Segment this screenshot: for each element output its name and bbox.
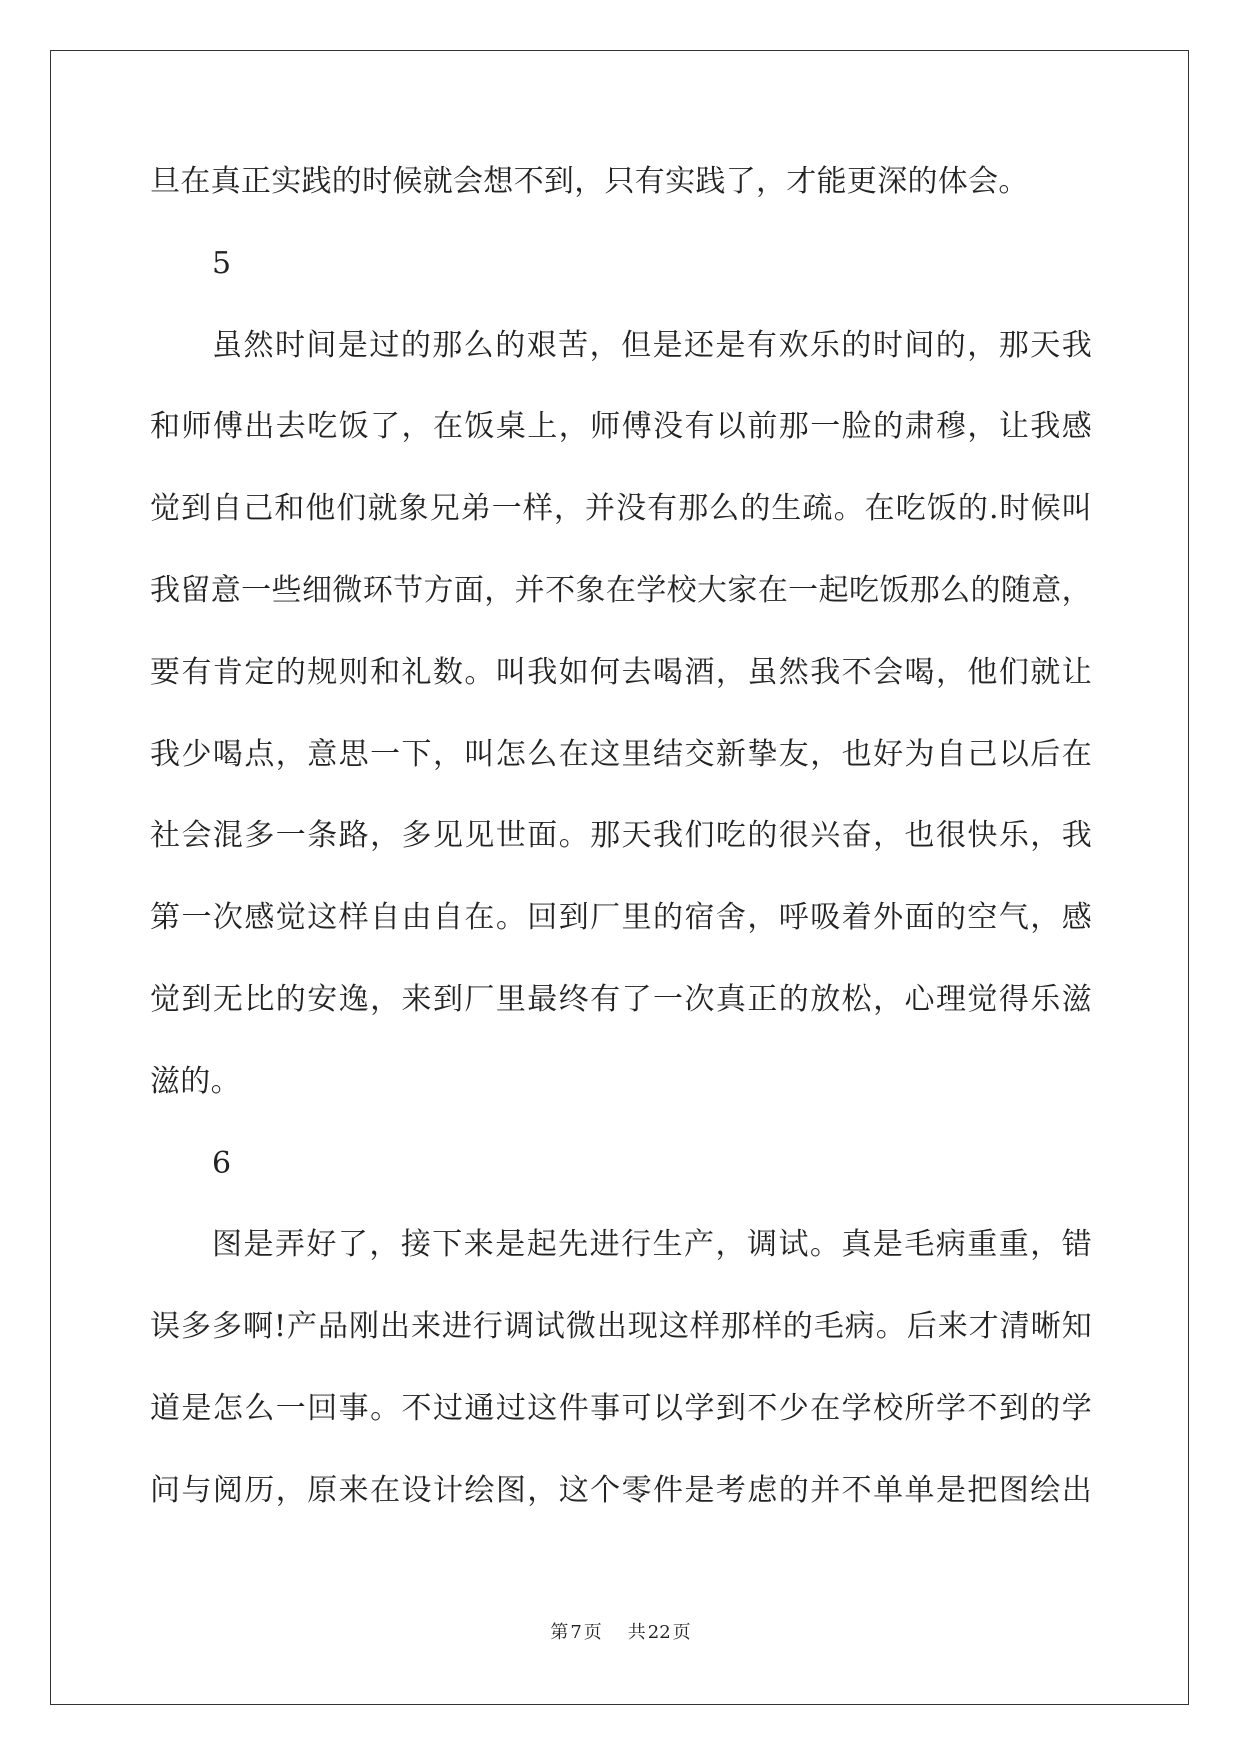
page-footer xyxy=(0,1622,1241,1644)
text-line: 图是弄好了，接下来是起先进行生产，调试。真是毛病重重，错 xyxy=(212,1227,1092,1263)
text-line: 我少喝点，意思一下，叫怎么在这里结交新挚友，也好为自己以后在 xyxy=(150,736,1092,772)
text-line: 要有肯定的规则和礼数。叫我如何去喝酒，虽然我不会喝，他们就让 xyxy=(150,654,1092,690)
page-unit: 页 xyxy=(583,1622,602,1643)
section-number: 5 xyxy=(212,245,232,281)
document-body xyxy=(150,163,1092,1554)
text-line: 滋的。 xyxy=(150,1063,241,1099)
total-prefix: 共 xyxy=(627,1622,646,1643)
text-line: 和师傅出去吃饭了，在饭桌上，师傅没有以前那一脸的肃穆，让我感 xyxy=(150,409,1092,445)
page-prefix: 第 xyxy=(550,1622,569,1643)
text-line: 觉到自己和他们就象兄弟一样，并没有那么的生疏。在吃饭的.时候叫 xyxy=(150,491,1092,527)
page-total: 22 xyxy=(647,1622,671,1643)
text-line: 社会混多一条路，多见见世面。那天我们吃的很兴奋，也很快乐，我 xyxy=(150,818,1092,854)
page-current: 7 xyxy=(570,1622,582,1643)
total-unit: 页 xyxy=(672,1622,691,1643)
text-line: 旦在真正实践的时候就会想不到，只有实践了，才能更深的体会。 xyxy=(150,164,1029,199)
text-line: 问与阅历，原来在设计绘图，这个零件是考虑的并不单单是把图绘出 xyxy=(150,1472,1092,1508)
text-line: 第一次感觉这样自由自在。回到厂里的宿舍，呼吸着外面的空气，感 xyxy=(150,900,1092,936)
section-number: 6 xyxy=(212,1145,232,1181)
text-line: 觉到无比的安逸，来到厂里最终有了一次真正的放松，心理觉得乐滋 xyxy=(150,981,1092,1017)
text-line: 我留意一些细微环节方面，并不象在学校大家在一起吃饭那么的随意， xyxy=(150,572,1092,608)
text-line: 虽然时间是过的那么的艰苦，但是还是有欢乐的时间的，那天我 xyxy=(212,327,1092,363)
text-line: 道是怎么一回事。不过通过这件事可以学到不少在学校所学不到的学 xyxy=(150,1390,1092,1426)
text-line: 误多多啊!产品刚出来进行调试微出现这样那样的毛病。后来才清晰知 xyxy=(150,1309,1092,1345)
